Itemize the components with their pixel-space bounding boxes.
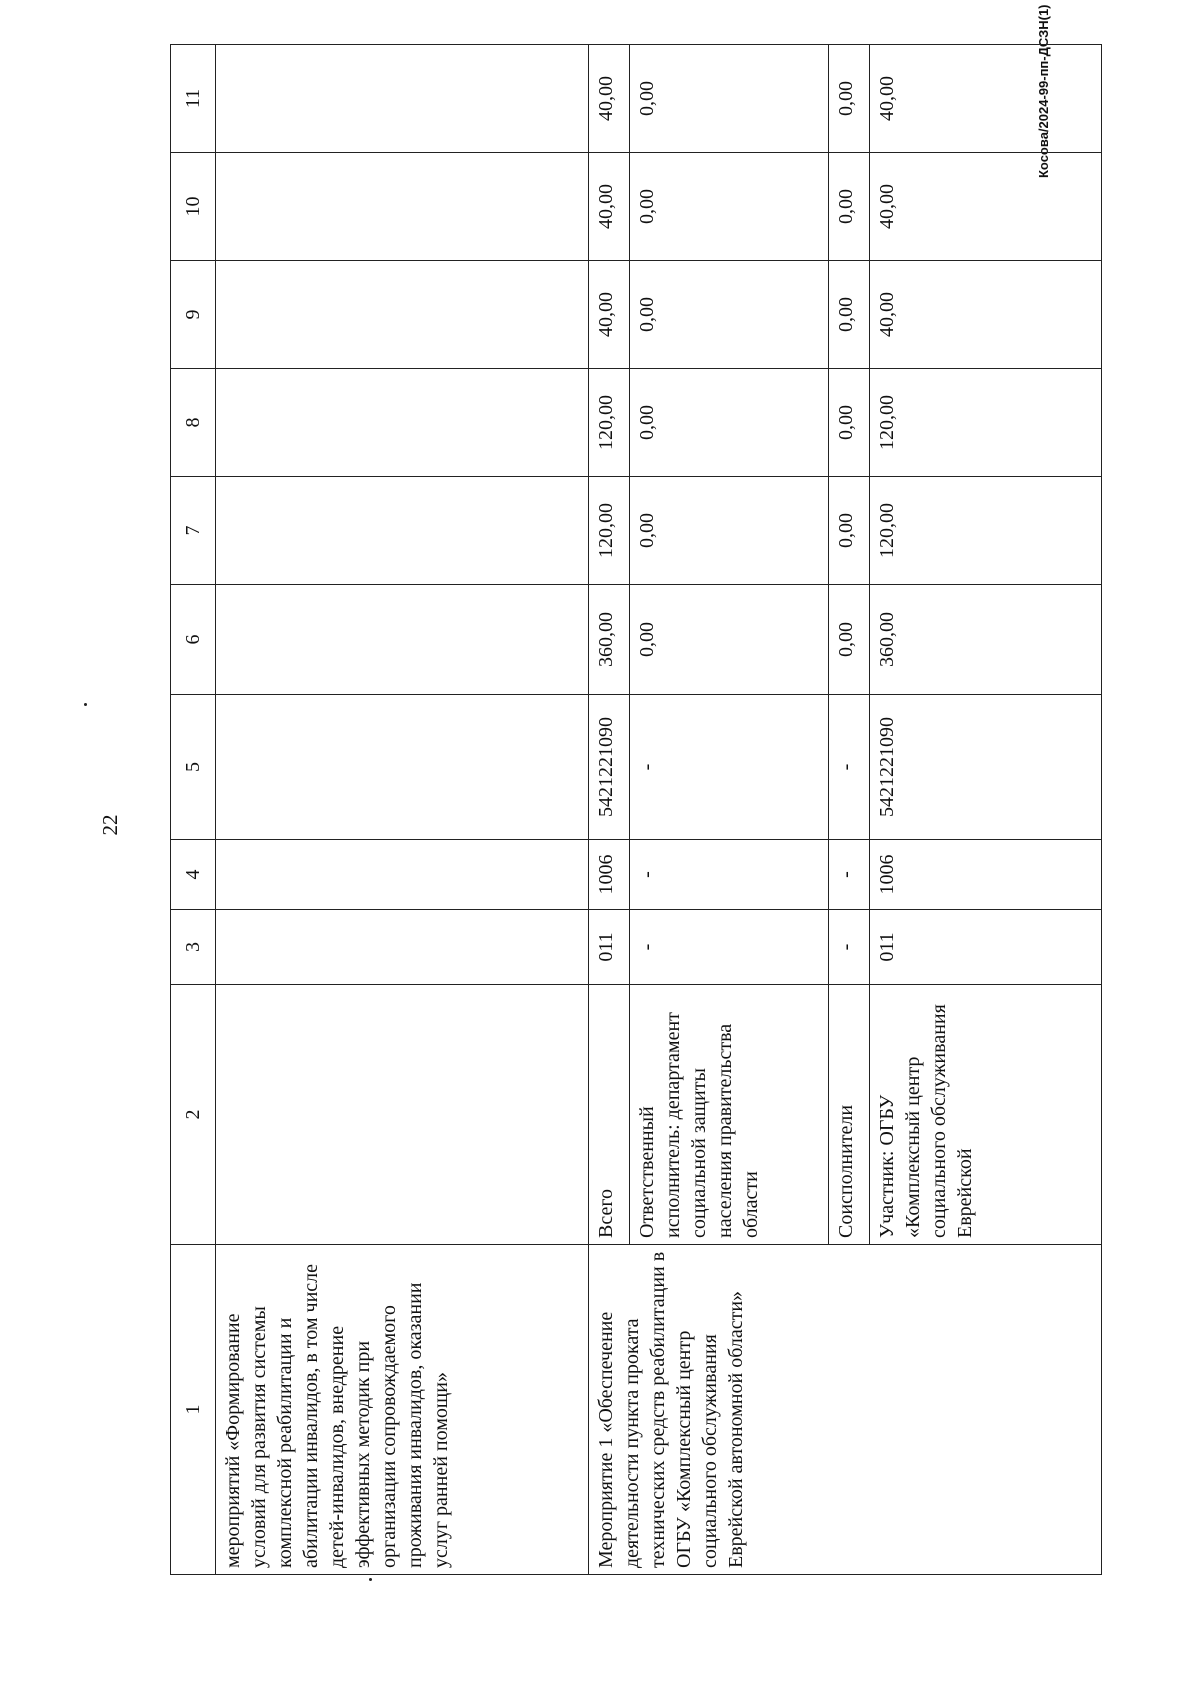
measure-title: Мероприятие 1 «Обеспечение деятельности пункта проката технических средств реабилитации в ОГБУ «Комплексный центр социального обслуживания Еврейской автономной области» <box>589 1245 1102 1575</box>
group-intro-text: мероприятий «Формирование условий для развития системы комплексной реабилитации и абилитации инвалидов, в том числе детей-инвалидов, внедрение эффективных методик при организации сопровождаемого проживания инвалидов, оказании услуг ранней помощи» <box>216 1245 589 1575</box>
table-cell: 40,00 <box>870 45 1102 153</box>
table-cell: - <box>630 695 829 840</box>
table-cell: 40,00 <box>589 153 630 261</box>
table-cell: - <box>829 910 870 985</box>
header-cell: 9 <box>171 261 216 369</box>
scan-speck <box>369 1578 372 1581</box>
empty-cell <box>216 45 589 153</box>
table-cell: - <box>630 840 829 910</box>
table-cell: 120,00 <box>589 477 630 585</box>
table-cell: 011 <box>870 910 1102 985</box>
table-cell: 011 <box>589 910 630 985</box>
group-intro-row <box>216 45 589 1575</box>
row-label: Участник: ОГБУ «Комплексный центр социального обслуживания Еврейской <box>870 985 1102 1245</box>
table-cell: 0,00 <box>829 153 870 261</box>
table-cell: 0,00 <box>630 153 829 261</box>
table-cell: 0,00 <box>630 585 829 695</box>
row-label: Ответственный исполнитель: департамент социальной защиты населения правительства области <box>630 985 829 1245</box>
table-cell: 0,00 <box>829 45 870 153</box>
empty-cell <box>216 153 589 261</box>
table-cell: 0,00 <box>829 477 870 585</box>
table-cell: 120,00 <box>870 477 1102 585</box>
table-cell: 0,00 <box>630 261 829 369</box>
row-label: Соисполнители <box>829 985 870 1245</box>
table-cell: 120,00 <box>589 369 630 477</box>
table-cell: 40,00 <box>870 153 1102 261</box>
table-cell: 40,00 <box>870 261 1102 369</box>
empty-cell <box>216 840 589 910</box>
header-cell: 2 <box>171 985 216 1245</box>
header-cell: 10 <box>171 153 216 261</box>
table-row-total <box>589 45 630 1575</box>
empty-cell <box>216 585 589 695</box>
table-cell: - <box>630 910 829 985</box>
table-cell: 1006 <box>870 840 1102 910</box>
header-cell: 5 <box>171 695 216 840</box>
table-cell: 0,00 <box>630 369 829 477</box>
row-label: Всего <box>589 985 630 1245</box>
table-cell: 0,00 <box>829 585 870 695</box>
table-cell: 5421221090 <box>870 695 1102 840</box>
header-cell: 3 <box>171 910 216 985</box>
page-number: 22 <box>98 814 122 836</box>
header-cell: 8 <box>171 369 216 477</box>
document-code: Косова/2024-99-пп-ДСЗН(1) <box>1036 4 1051 178</box>
table-cell: 0,00 <box>829 369 870 477</box>
table-cell: 360,00 <box>870 585 1102 695</box>
header-cell: 11 <box>171 45 216 153</box>
table-cell: 0,00 <box>630 477 829 585</box>
empty-cell <box>216 369 589 477</box>
table-cell: 0,00 <box>630 45 829 153</box>
table-cell: 1006 <box>589 840 630 910</box>
header-cell: 6 <box>171 585 216 695</box>
header-row <box>171 45 216 1575</box>
table-cell: 40,00 <box>589 261 630 369</box>
header-cell: 4 <box>171 840 216 910</box>
empty-cell <box>216 695 589 840</box>
empty-cell <box>216 985 589 1245</box>
table-cell: - <box>829 840 870 910</box>
scan-speck <box>84 703 87 706</box>
empty-cell <box>216 261 589 369</box>
empty-cell <box>216 910 589 985</box>
empty-cell <box>216 477 589 585</box>
table-cell: 360,00 <box>589 585 630 695</box>
header-cell: 1 <box>171 1245 216 1575</box>
table-cell: 0,00 <box>829 261 870 369</box>
table-cell: 5421221090 <box>589 695 630 840</box>
table-cell: 40,00 <box>589 45 630 153</box>
table-cell: - <box>829 695 870 840</box>
header-cell: 7 <box>171 477 216 585</box>
table-cell: 120,00 <box>870 369 1102 477</box>
